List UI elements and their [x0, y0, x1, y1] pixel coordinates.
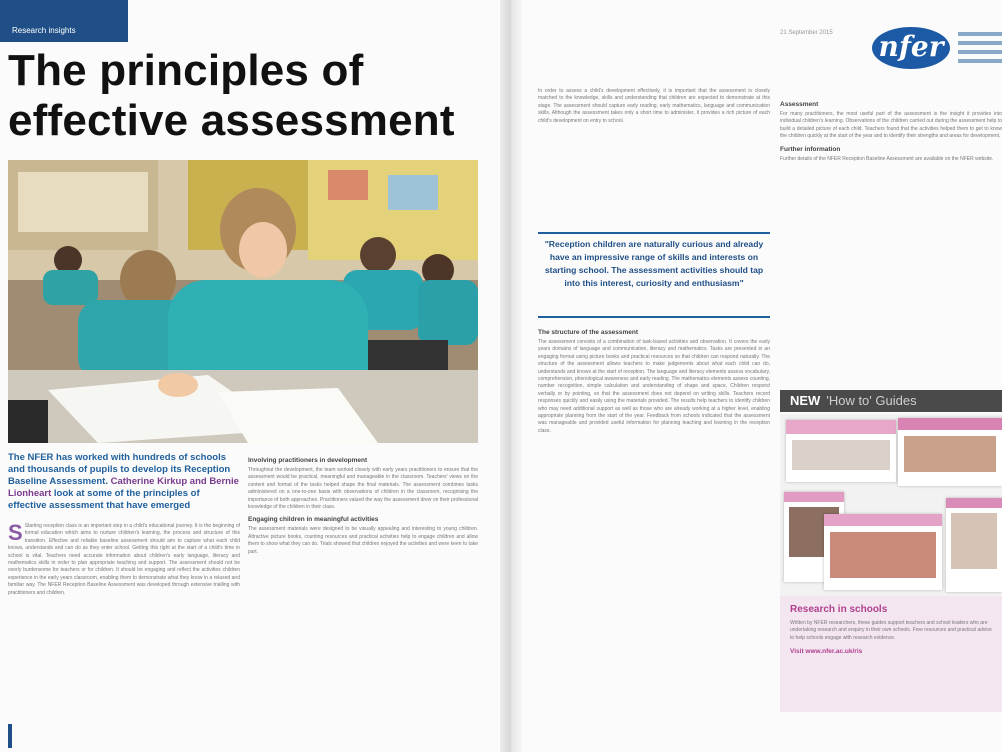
- article-column-3: In order to assess a child's development effectively, it is important that the assessment is closely matched to the knowledge, skills and understanding that children are expected to demonstrate at this stage. The assessment should capture early reading, early mathematics, language and communication skills. Although the assessment takes only a short time to administer, it provides a rich picture of each child's development on entry to school.: [538, 88, 770, 124]
- article-column-4: [538, 324, 770, 716]
- research-box: [780, 596, 1002, 712]
- page-marker: [8, 724, 12, 748]
- classroom-photo: [8, 160, 478, 443]
- column-5-text-2: Further details of the NFER Reception Baseline Assessment are available on the NFER website.: [780, 155, 994, 162]
- guide-cover: [786, 420, 896, 482]
- guide-cover: [898, 418, 1002, 486]
- research-link[interactable]: Visit www.nfer.ac.uk/ris: [790, 648, 863, 656]
- new-label: NEW: [790, 393, 821, 408]
- research-title: Research in schools: [790, 604, 888, 615]
- column-2-text-1: Throughout the development, the team worked closely with early years practitioners to ensure that the assessment would be practical, meaningful and manageable in the classroom. Teachers' views on the content and format of the tasks helped shape the final materials. The assessment combines tasks administered on a one-to-one basis with observations of children in the classroom, recognising the importance of both approaches. Practitioners valued the way the assessment drew on their professional knowledge of the children in their class.: [248, 467, 478, 511]
- standfirst: [8, 452, 240, 512]
- pull-quote: "Reception children are naturally curious and already have an impressive range of skills and interests on starting school. The assessment activities should tap into this interest, curiosity and enthusiasm": [544, 239, 764, 288]
- column-4-text: The assessment consists of a combination of task-based activities and observation. It covers the early years domains of language and communication, literacy and mathematics. Tasks are presented in an engaging format using picture books and practical resources so that children can respond naturally. The structure of the assessment allows teachers to make judgements about what each child can do, understands and knows at the start of reception. The language and literacy elements assess vocabulary, comprehension, phonological awareness and early reading. The mathematics elements assess counting, number recognition, simple calculation and understanding of shape and space. Children respond verbally or by pointing, so that the assessment does not depend on writing skills. Teachers record responses quickly and easily using the materials provided. The results help teachers to identify children who may need additional support as well as those who are already working at a higher level, enabling appropriate planning from the start of the year. Feedback from schools indicated that the assessment was manageable and provided useful information for planning teaching and learning in the reception class.: [538, 339, 770, 434]
- standfirst-intro: The NFER has worked with hundreds of schools and thousands of pupils to develop its Reception Baseline Assessment.: [8, 452, 231, 487]
- subhead-assessment: Assessment: [780, 101, 819, 108]
- spread-gutter: [500, 0, 522, 752]
- subhead-further-information: Further information: [780, 145, 841, 153]
- article-column-1: [8, 520, 240, 713]
- column-1-text: Starting reception class is an important step in a child's educational journey. It is the beginning of formal education which aims to nurture children's learning, the process and structure of this transition. Effective and reliable baseline assessment should aim to capture what each child knows, understands and can do as they enter school. Getting this right at the start of a child's time in school is vital. Teachers need accurate information about children's early language, literacy and mathematics skills in order to plan appropriate teaching and support. The assessment should not be overly burdensome for teachers or for children. It should be engaging and reflect the activities children experience in the early years classroom, enabling them to demonstrate what they know in a relaxed and familiar way. The NFER Reception Baseline Assessment was developed through extensive trialling with practitioners and children.: [8, 523, 240, 596]
- standfirst-authors: Catherine Kirkup and Bernie Lionheart: [8, 476, 239, 499]
- guide-cover: [824, 514, 942, 590]
- article-column-2: [248, 452, 478, 714]
- pull-quote-rule-top: [538, 232, 770, 234]
- logo-tagline-lines: [958, 32, 1002, 68]
- article-column-5: [780, 96, 1002, 378]
- pull-quote-rule-bottom: [538, 316, 770, 318]
- guide-cover: [946, 498, 1002, 592]
- subhead-engaging-children: Engaging children in meaningful activities: [248, 516, 379, 524]
- headline: The principles of effective assessment: [8, 46, 455, 145]
- research-body: Written by NFER researchers, these guides support teachers and school leaders who are undertaking research and enquiry in their own schools. Free resources and practical advice to help schools engage with research evidence.: [790, 620, 992, 641]
- guides-banner: [780, 390, 1002, 412]
- issue-date: 21 September 2015: [780, 30, 833, 36]
- section-tag: Research insights: [0, 0, 128, 42]
- column-5-text-1: For many practitioners, the most useful part of the assessment is the insight it provides into individual children's learning. Observations of the children carried out during the assessment help to build a detailed picture of each child. Teachers found that the activities helped them to get to know the children quickly at the start of the year and to identify their strengths and areas for development.: [780, 111, 1002, 140]
- guides-title: 'How to' Guides: [826, 393, 917, 408]
- guides-collage: [780, 414, 1002, 596]
- subhead-practitioners: Involving practitioners in development: [248, 457, 368, 464]
- subhead-structure: The structure of the assessment: [538, 329, 639, 336]
- drop-cap: S: [8, 520, 23, 545]
- column-2-text-2: The assessment materials were designed to be visually appealing and interesting to young children. Attractive picture books, counting resources and practical activities help to engage children and allow them to show what they can do. Trials showed that children enjoyed the activities and were keen to take part.: [248, 526, 478, 555]
- nfer-logo: nfer: [872, 27, 950, 69]
- standfirst-rest: look at some of the principles of effective assessment that have emerged: [8, 488, 200, 511]
